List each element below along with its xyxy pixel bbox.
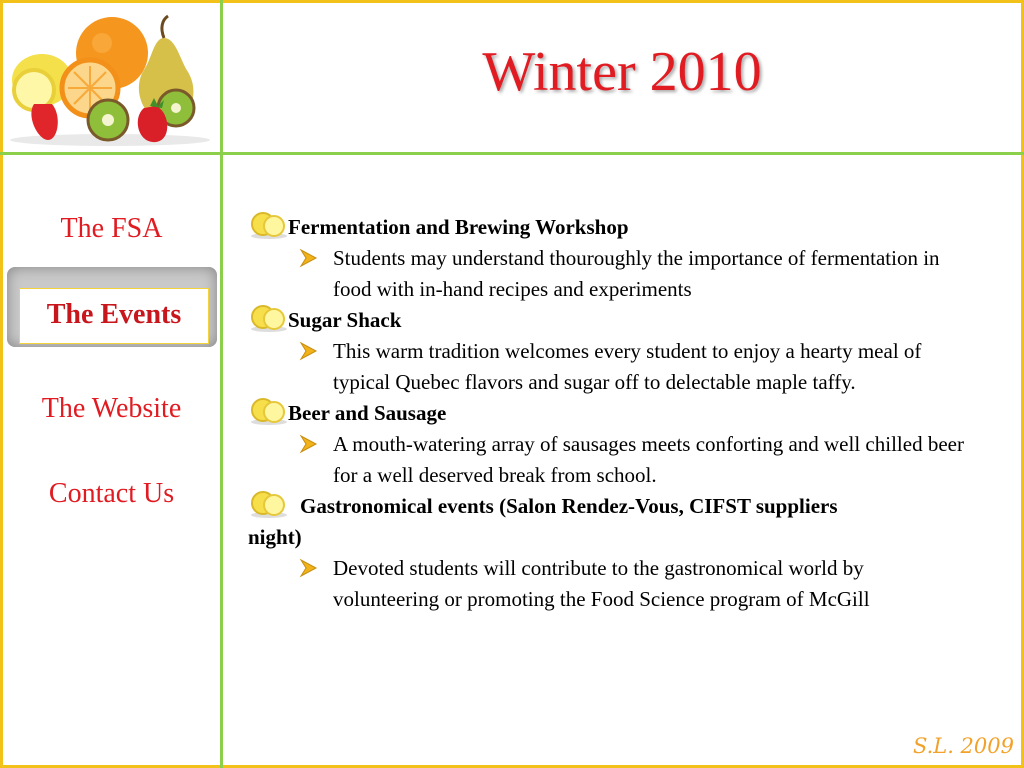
nav-item-the-website[interactable]: The Website [41, 393, 182, 424]
event-detail [248, 243, 968, 305]
event-heading-text: Fermentation and Brewing Workshop [288, 215, 629, 239]
event-heading-text-continued: night) [248, 525, 302, 549]
event-heading-text: Beer and Sausage [288, 401, 447, 425]
signature-footer: S.L. 2009 [912, 734, 1014, 758]
lemon-bullet-icon [248, 396, 290, 426]
arrow-bullet-icon [298, 243, 320, 273]
nav-item-contact-us[interactable]: Contact Us [48, 478, 175, 509]
nav-active-highlight [7, 267, 217, 347]
lemon-bullet-icon [248, 489, 290, 519]
event-detail [248, 336, 968, 398]
event-heading [248, 491, 968, 553]
fruit-logo-image [4, 8, 216, 148]
nav-item-the-events[interactable]: The Events [19, 288, 209, 344]
page-title: Winter 2010 [482, 41, 762, 103]
lemon-bullet-icon [248, 210, 290, 240]
horizontal-divider [0, 152, 1024, 155]
event-heading [248, 212, 968, 243]
nav-item-the-fsa[interactable]: The FSA [60, 213, 163, 244]
event-detail-text: Students may understand thouroughly the importance of fermentation in food with in-hand recipes and experiments [333, 246, 940, 301]
event-detail [248, 429, 968, 491]
event-detail-text: A mouth-watering array of sausages meets conforting and well chilled beer for a well deserved break from school. [333, 432, 964, 487]
arrow-bullet-icon [298, 429, 320, 459]
event-heading-text: Sugar Shack [288, 308, 402, 332]
arrow-bullet-icon [298, 553, 320, 583]
arrow-bullet-icon [298, 336, 320, 366]
event-detail-text: This warm tradition welcomes every student to enjoy a hearty meal of typical Quebec flavors and sugar off to delectable maple taffy. [333, 339, 922, 394]
events-list [248, 212, 968, 615]
event-heading [248, 305, 968, 336]
lemon-bullet-icon [248, 303, 290, 333]
event-detail-text: Devoted students will contribute to the gastronomical world by volunteering or promoting the Food Science program of McGill [333, 556, 870, 611]
event-detail [248, 553, 968, 615]
vertical-divider [220, 0, 223, 768]
event-heading [248, 398, 968, 429]
event-heading-text: Gastronomical events (Salon Rendez-Vous, CIFST suppliers [300, 494, 838, 518]
